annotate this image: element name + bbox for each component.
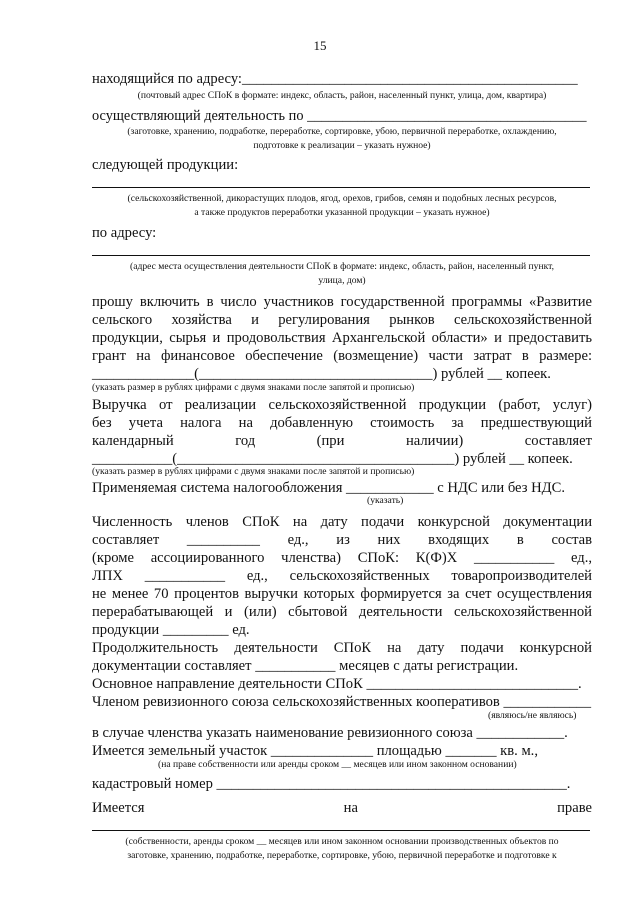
products-caption-1: (сельскохозяйственной, дикорастущих плодов, ягод, орехов, грибов, семян и подобных лесных ресурсов, [127, 193, 557, 204]
activity-caption-1: (заготовке, хранению, подработке, переработке, сортировке, убою, первичной переработке, охлаждению, [127, 126, 557, 137]
members-line-7: продукции _________ ед. [92, 622, 250, 638]
activity-caption-2: подготовке к реализации – указать нужное) [253, 140, 431, 151]
facilities-line: Имеется на праве [92, 800, 592, 816]
activity-line: осуществляющий деятельность по _______________________________________ [92, 108, 587, 124]
land-plot-caption: (на праве собственности или аренды сроком __ месяцев или ином законном основании) [158, 759, 517, 770]
facilities-blank-rule [92, 830, 590, 831]
land-plot-line: Имеется земельный участок ______________ площадью _______ кв. м., [92, 743, 538, 759]
request-line-1: прошу включить в число участников государственной программы «Развитие [92, 294, 592, 310]
revenue-line-1: Выручка от реализации сельскохозяйственной продукции (работ, услуг) [92, 397, 592, 413]
products-label: следующей продукции: [92, 157, 239, 173]
audit-union-line: Членом ревизионного союза сельскохозяйственных кооперативов ____________ [92, 694, 592, 710]
duration-line-1: Продолжительность деятельности СПоК на дату подачи конкурсной [92, 640, 592, 656]
audit-union-name-line: в случае членства указать наименование ревизионного союза ____________. [92, 725, 568, 741]
tax-system-line: Применяемая система налогообложения ____________ с НДС или без НДС. [92, 480, 565, 496]
facilities-caption-2: заготовке, хранению, подработке, переработке, сортировке, убою, первичной переработке и подготовке к [127, 850, 557, 861]
request-line-2: сельского хозяйства и регулирования рынков сельскохозяйственной [92, 312, 592, 328]
tax-system-caption: (указать) [367, 495, 404, 506]
duration-line-2: документации составляет ___________ месяцев с даты регистрации. [92, 658, 519, 674]
audit-union-caption: (являюсь/не являюсь) [488, 710, 577, 721]
revenue-line-3: календарный год (при наличии) составляет [92, 433, 592, 449]
address-caption: (почтовый адрес СПоК в формате: индекс, область, район, населенный пункт, улица, дом, квартира) [137, 90, 547, 101]
revenue-line-2: без учета налога на добавленную стоимость за предшествующий [92, 415, 592, 431]
members-line-4: ЛПХ ___________ ед., сельскохозяйственных товаропроизводителей [92, 568, 592, 584]
location-blank-rule [92, 255, 590, 256]
products-blank-rule [92, 187, 590, 188]
revenue-amount-line: ___________(______________________________________) рублей __ копеек. [92, 451, 573, 467]
page-number: 15 [313, 38, 327, 53]
members-line-2: составляет __________ ед., из них входящих в состав [92, 532, 592, 548]
revenue-amount-caption: (указать размер в рублях цифрами с двумя знаками после запятой и прописью) [92, 466, 415, 477]
cadastral-number-line: кадастровый номер ________________________________________________. [92, 776, 571, 792]
request-line-4: грант на финансовое обеспечение (возмещение) части затрат в размере: [92, 348, 592, 364]
request-line-3: продукции, сырья и продовольствия Архангельской области» и предоставить [92, 330, 592, 346]
facilities-caption-1: (собственности, аренды сроком __ месяцев или ином законном основании производственных объектов по [125, 836, 559, 847]
location-label: по адресу: [92, 225, 157, 241]
members-line-3: (кроме ассоциированного членства) СПоК: К(Ф)Х ___________ ед., [92, 550, 592, 566]
main-activity-line: Основное направление деятельности СПоК _____________________________. [92, 676, 582, 692]
address-line: находящийся по адресу:______________________________________________ [92, 71, 578, 87]
location-caption-1: (адрес места осуществления деятельности СПоК в формате: индекс, область, район, населенный пункт, [130, 261, 554, 272]
grant-amount-caption: (указать размер в рублях цифрами с двумя знаками после запятой и прописью) [92, 382, 415, 393]
members-line-5: не менее 70 процентов выручки которых формируется за счет осуществления [92, 586, 592, 602]
grant-amount-line: ______________(________________________________) рублей __ копеек. [92, 366, 551, 382]
products-caption-2: а также продуктов переработки указанной продукции – указать нужное) [194, 207, 490, 218]
members-line-1: Численность членов СПоК на дату подачи конкурсной документации [92, 514, 592, 530]
members-line-6: перерабатывающей и (или) сбытовой деятельности сельскохозяйственной [92, 604, 592, 620]
location-caption-2: улица, дом) [318, 275, 366, 286]
